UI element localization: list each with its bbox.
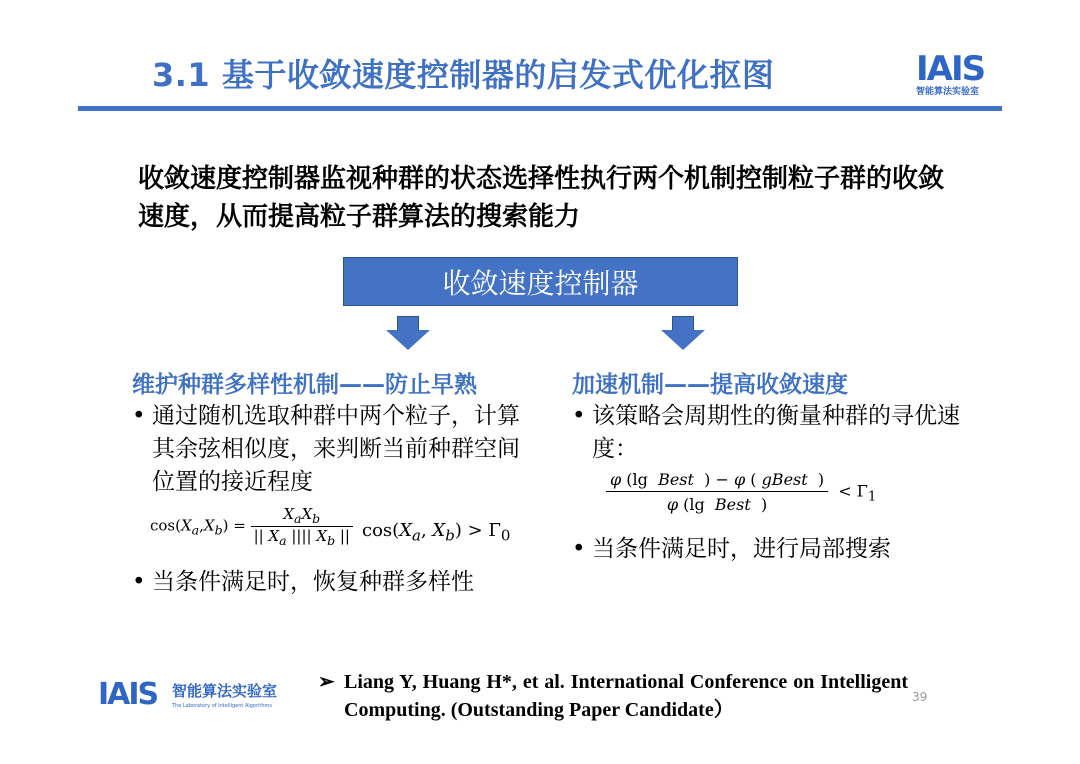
acceleration-bullet-2 — [572, 533, 972, 566]
footer-logo-en: The Laboratory of Intelligent Algorithms — [172, 703, 273, 709]
speed-ratio-formula: $\frac{\text{φ (lg Best ) − φ ( gBest )}}{\text{φ (lg Best )}}$ < $\Gamma_1$ — [606, 470, 876, 514]
page-number: 39 — [912, 690, 928, 704]
lab-logo — [916, 49, 988, 97]
down-arrow-left-icon — [386, 316, 430, 352]
footer-logo-mark: IAIS — [98, 677, 158, 712]
controller-label: 收敛速度控制器 — [442, 266, 639, 300]
diversity-bullet-1 — [132, 400, 522, 499]
cosine-threshold-formula: $\cos(X_a$, $X_b) > \Gamma_0$ — [362, 520, 511, 545]
acceleration-bullet-1-text: 该策略会周期性的衡量种群的寻优速度： — [592, 403, 960, 462]
diversity-bullet-2 — [132, 566, 532, 599]
footer-lab-logo — [98, 677, 298, 714]
controller-box — [343, 257, 738, 306]
acceleration-bullet-1 — [572, 400, 972, 466]
slide-heading: 收敛速度控制器监视种群的状态选择性执行两个机制控制粒子群的收敛速度，从而提高粒子群算法的搜索能力 — [138, 164, 945, 232]
bullet-dot: • — [572, 403, 586, 429]
title-divider — [78, 106, 1002, 111]
logo-subtitle: 智能算法实验室 — [916, 87, 980, 97]
bullet-dot: • — [132, 403, 146, 429]
slide-title: 3.1 基于收敛速度控制器的启发式优化抠图 — [152, 56, 775, 94]
cosine-similarity-formula: $\cos(X_a,X_b)$ = $\frac{X_aX_b}{|| X_a |||| X_b ||}$ — [150, 505, 353, 548]
footer-logo-cn: 智能算法实验室 — [172, 682, 278, 700]
acceleration-bullet-2-text: 当条件满足时，进行局部搜索 — [592, 536, 891, 562]
reference-citation — [318, 668, 908, 724]
down-arrow-right-icon — [661, 316, 705, 352]
bullet-dot: • — [132, 569, 146, 595]
reference-bullet-icon: ➢ — [318, 671, 335, 693]
diversity-bullet-2-text: 当条件满足时，恢复种群多样性 — [152, 569, 474, 595]
diversity-bullet-1-text: 通过随机选取种群中两个粒子，计算其余弦相似度，来判断当前种群空间位置的接近程度 — [152, 403, 520, 495]
reference-text: Liang Y, Huang H*, et al. International Conference on Intelligent Computing. (Outstanding Paper Candidate） — [344, 671, 908, 721]
logo-mark: IAIS — [916, 49, 985, 89]
acceleration-mechanism-title: 加速机制——提高收敛速度 — [572, 372, 848, 398]
diversity-mechanism-title: 维护种群多样性机制——防止早熟 — [132, 372, 477, 398]
bullet-dot: • — [572, 536, 586, 562]
